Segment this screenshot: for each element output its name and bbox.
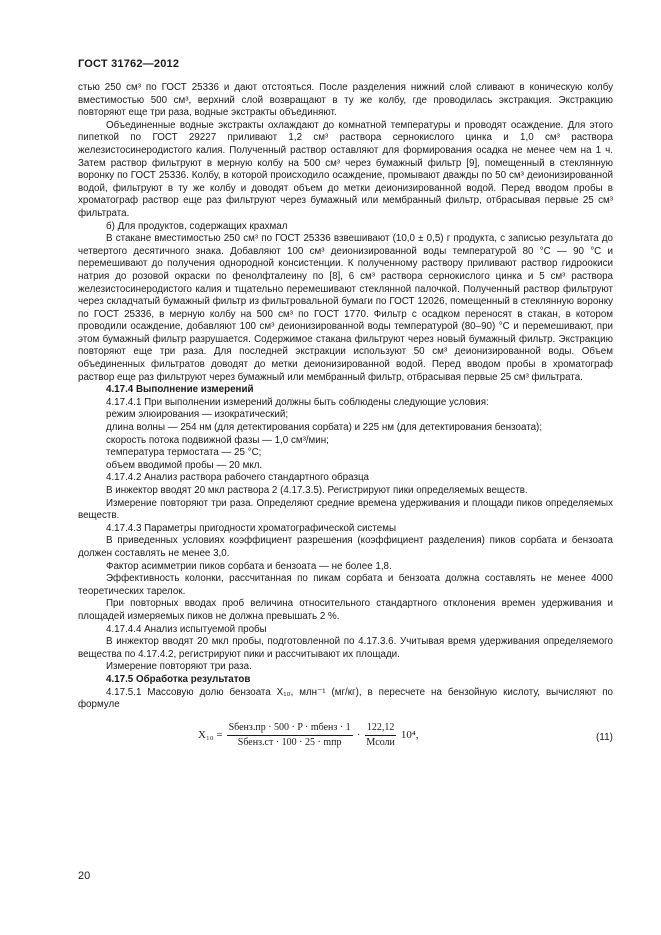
subsection-heading: 4.17.4.2 Анализ раствора рабочего стандартного образца bbox=[106, 472, 369, 484]
list-item: длина волны — 254 нм (для детектирования сорбата) и 225 нм (для детектирования бензоата); bbox=[106, 422, 543, 434]
subsection-heading: 4.17.4.4 Анализ испытуемой пробы bbox=[106, 623, 267, 635]
list-item: режим элюирования — изократический; bbox=[106, 409, 289, 421]
section-heading: 4.17.4 Выполнение измерений bbox=[106, 384, 254, 396]
page-header-title: ГОСТ 31762—2012 bbox=[78, 58, 180, 70]
paragraph: В приведенных условиях коэффициент разрешения (коэффициент разделения) пиков сорбата и бензоата должен составлять не менее 3,0. bbox=[78, 535, 613, 559]
paragraph: Измерение повторяют три раза. Определяют средние времена удерживания и площади пиков определяемых веществ. bbox=[78, 497, 613, 522]
formula bbox=[198, 722, 419, 750]
formula-denominator: Mсоли bbox=[366, 737, 395, 749]
formula-fraction-main bbox=[227, 722, 353, 750]
paragraph: Объединенные водные экстракты охлаждают до комнатной температуры и проводят осаждение. Для этого пипеткой по ГОСТ 29227 приливают 1,2 см³ раствора сернокислого цинка и 1,0 см³ раствора железистосинеродистого калия. Полученный раствор оставляют для формирования осадка не менее чем на 1 ч. Затем раствор фильтруют в мерную колбу на 500 см³ через бумажный фильтр [9], помещенный в стеклянную воронку по ГОСТ 25336. Колбу, в которой происходило осаждение, промывают дважды по 50 см³ деионизированной водой, фильтруют в ту же колбу и доводят объем до метки деионизированной водой. Перед вводом пробы в хроматограф раствор еще раз фильтруют через бумажный или мембранный фильтр, отбрасывая первые 25 см³ фильтрата. bbox=[78, 119, 613, 219]
formula-block bbox=[78, 714, 613, 766]
paragraph: Эффективность колонки, рассчитанная по пикам сорбата и бензоата должна составлять не менее 4000 теоретических тарелок. bbox=[78, 573, 613, 597]
formula-fraction-molar bbox=[364, 722, 397, 750]
page-number: 20 bbox=[78, 870, 91, 882]
subsection-heading: 4.17.4.3 Параметры пригодности хроматографической системы bbox=[106, 522, 397, 534]
paragraph: В стакане вместимостью 250 см³ по ГОСТ 25336 взвешивают (10,0 ± 0,5) г продукта, с записью результата до четвертого десятичного знака. Добавляют 100 см³ деионизированной воды температурой 80 °С — 90 °С и перемешивают до получения однородной консистенции. К полученному раствору приливают раствор гидроокиси натрия до розовой окраски по фенолфталеину по [8], 6 см³ раствора сернокислого цинка и 5 см³ раствора железистосинеродистого калия и тщательно перемешивают стеклянной палочкой. Полученный раствор фильтруют через складчатый бумажный фильтр из фильтровальной бумаги по ГОСТ 12026, помещенный в стеклянную воронку по ГОСТ 25336, в мерную колбу на 500 см³ по ГОСТ 1770. Фильтр с осадком переносят в стакан, в котором проводили осаждение, добавляют 100 см³ деионизированной воды температурой (80–90) °С и перемешивают, при этом бумажный фильтр разрушается. Содержимое стакана фильтруют через новый бумажный фильтр. Экстракцию повторяют еще три раза. Для последней экстракции используют 50 см³ деионизированной воды. Объем объединенных фильтратов доводят до метки деионизированной водой. Перед вводом пробы в хроматограф раствор еще раз фильтруют через бумажный или мембранный фильтр, отбрасывая первые 25 см³ фильтрата. bbox=[78, 233, 613, 383]
formula-tail: 10⁴, bbox=[400, 729, 419, 742]
list-item: температура термостата — 25 °С; bbox=[106, 447, 262, 459]
paragraph: В инжектор вводят 20 мкл пробы, подготовленной по 4.17.3.6. Учитывая время удерживания определяемого вещества по 4.17.4.2, регистрируют пики и рассчитывают их площади. bbox=[78, 636, 613, 660]
document-body bbox=[78, 82, 613, 766]
formula-multiply: · bbox=[356, 729, 361, 742]
formula-numerator: 122,12 bbox=[365, 722, 397, 737]
list-item: скорость потока подвижной фазы — 1,0 см³/мин; bbox=[106, 434, 329, 446]
paragraph: При повторных вводах проб величина относительного стандартного отклонения времен удерживания и площадей измеряемых пиков не должна превышать 2 %. bbox=[78, 598, 613, 622]
formula-numerator: Sбенз.пр · 500 · P · mбенз · 1 bbox=[227, 722, 353, 737]
paragraph: В инжектор вводят 20 мкл раствора 2 (4.17.3.5). Регистрируют пики определяемых веществ. bbox=[106, 485, 528, 496]
paragraph: стью 250 см³ по ГОСТ 25336 и дают отстояться. После разделения нижний слой сливают в коническую колбу вместимостью 500 см³, верхний слой возвращают в ту же колбу, где проводилась экстракция. Экстракцию повторяют еще три раза, водные экстракты объединяют. bbox=[78, 82, 613, 119]
paragraph: 4.17.5.1 Массовую долю бензоата X₁₀, млн⁻¹ (мг/кг), в пересчете на бензойную кислоту, вычисляют по формуле bbox=[78, 686, 613, 711]
paragraph: б) Для продуктов, содержащих крахмал bbox=[106, 220, 288, 232]
formula-lhs: X₁₀ = bbox=[198, 729, 223, 742]
paragraph: Измерение повторяют три раза. bbox=[106, 661, 252, 673]
equation-number: (11) bbox=[595, 731, 613, 743]
paragraph: Фактор асимметрии пиков сорбата и бензоата — не более 1,8. bbox=[106, 560, 392, 572]
list-item: объем вводимой пробы — 20 мкл. bbox=[106, 459, 263, 471]
formula-denominator: Sбенз.ст · 100 · 25 · mпр bbox=[237, 737, 342, 749]
paragraph: 4.17.4.1 При выполнении измерений должны быть соблюдены следующие условия: bbox=[106, 396, 489, 408]
section-heading: 4.17.5 Обработка результатов bbox=[106, 673, 251, 685]
